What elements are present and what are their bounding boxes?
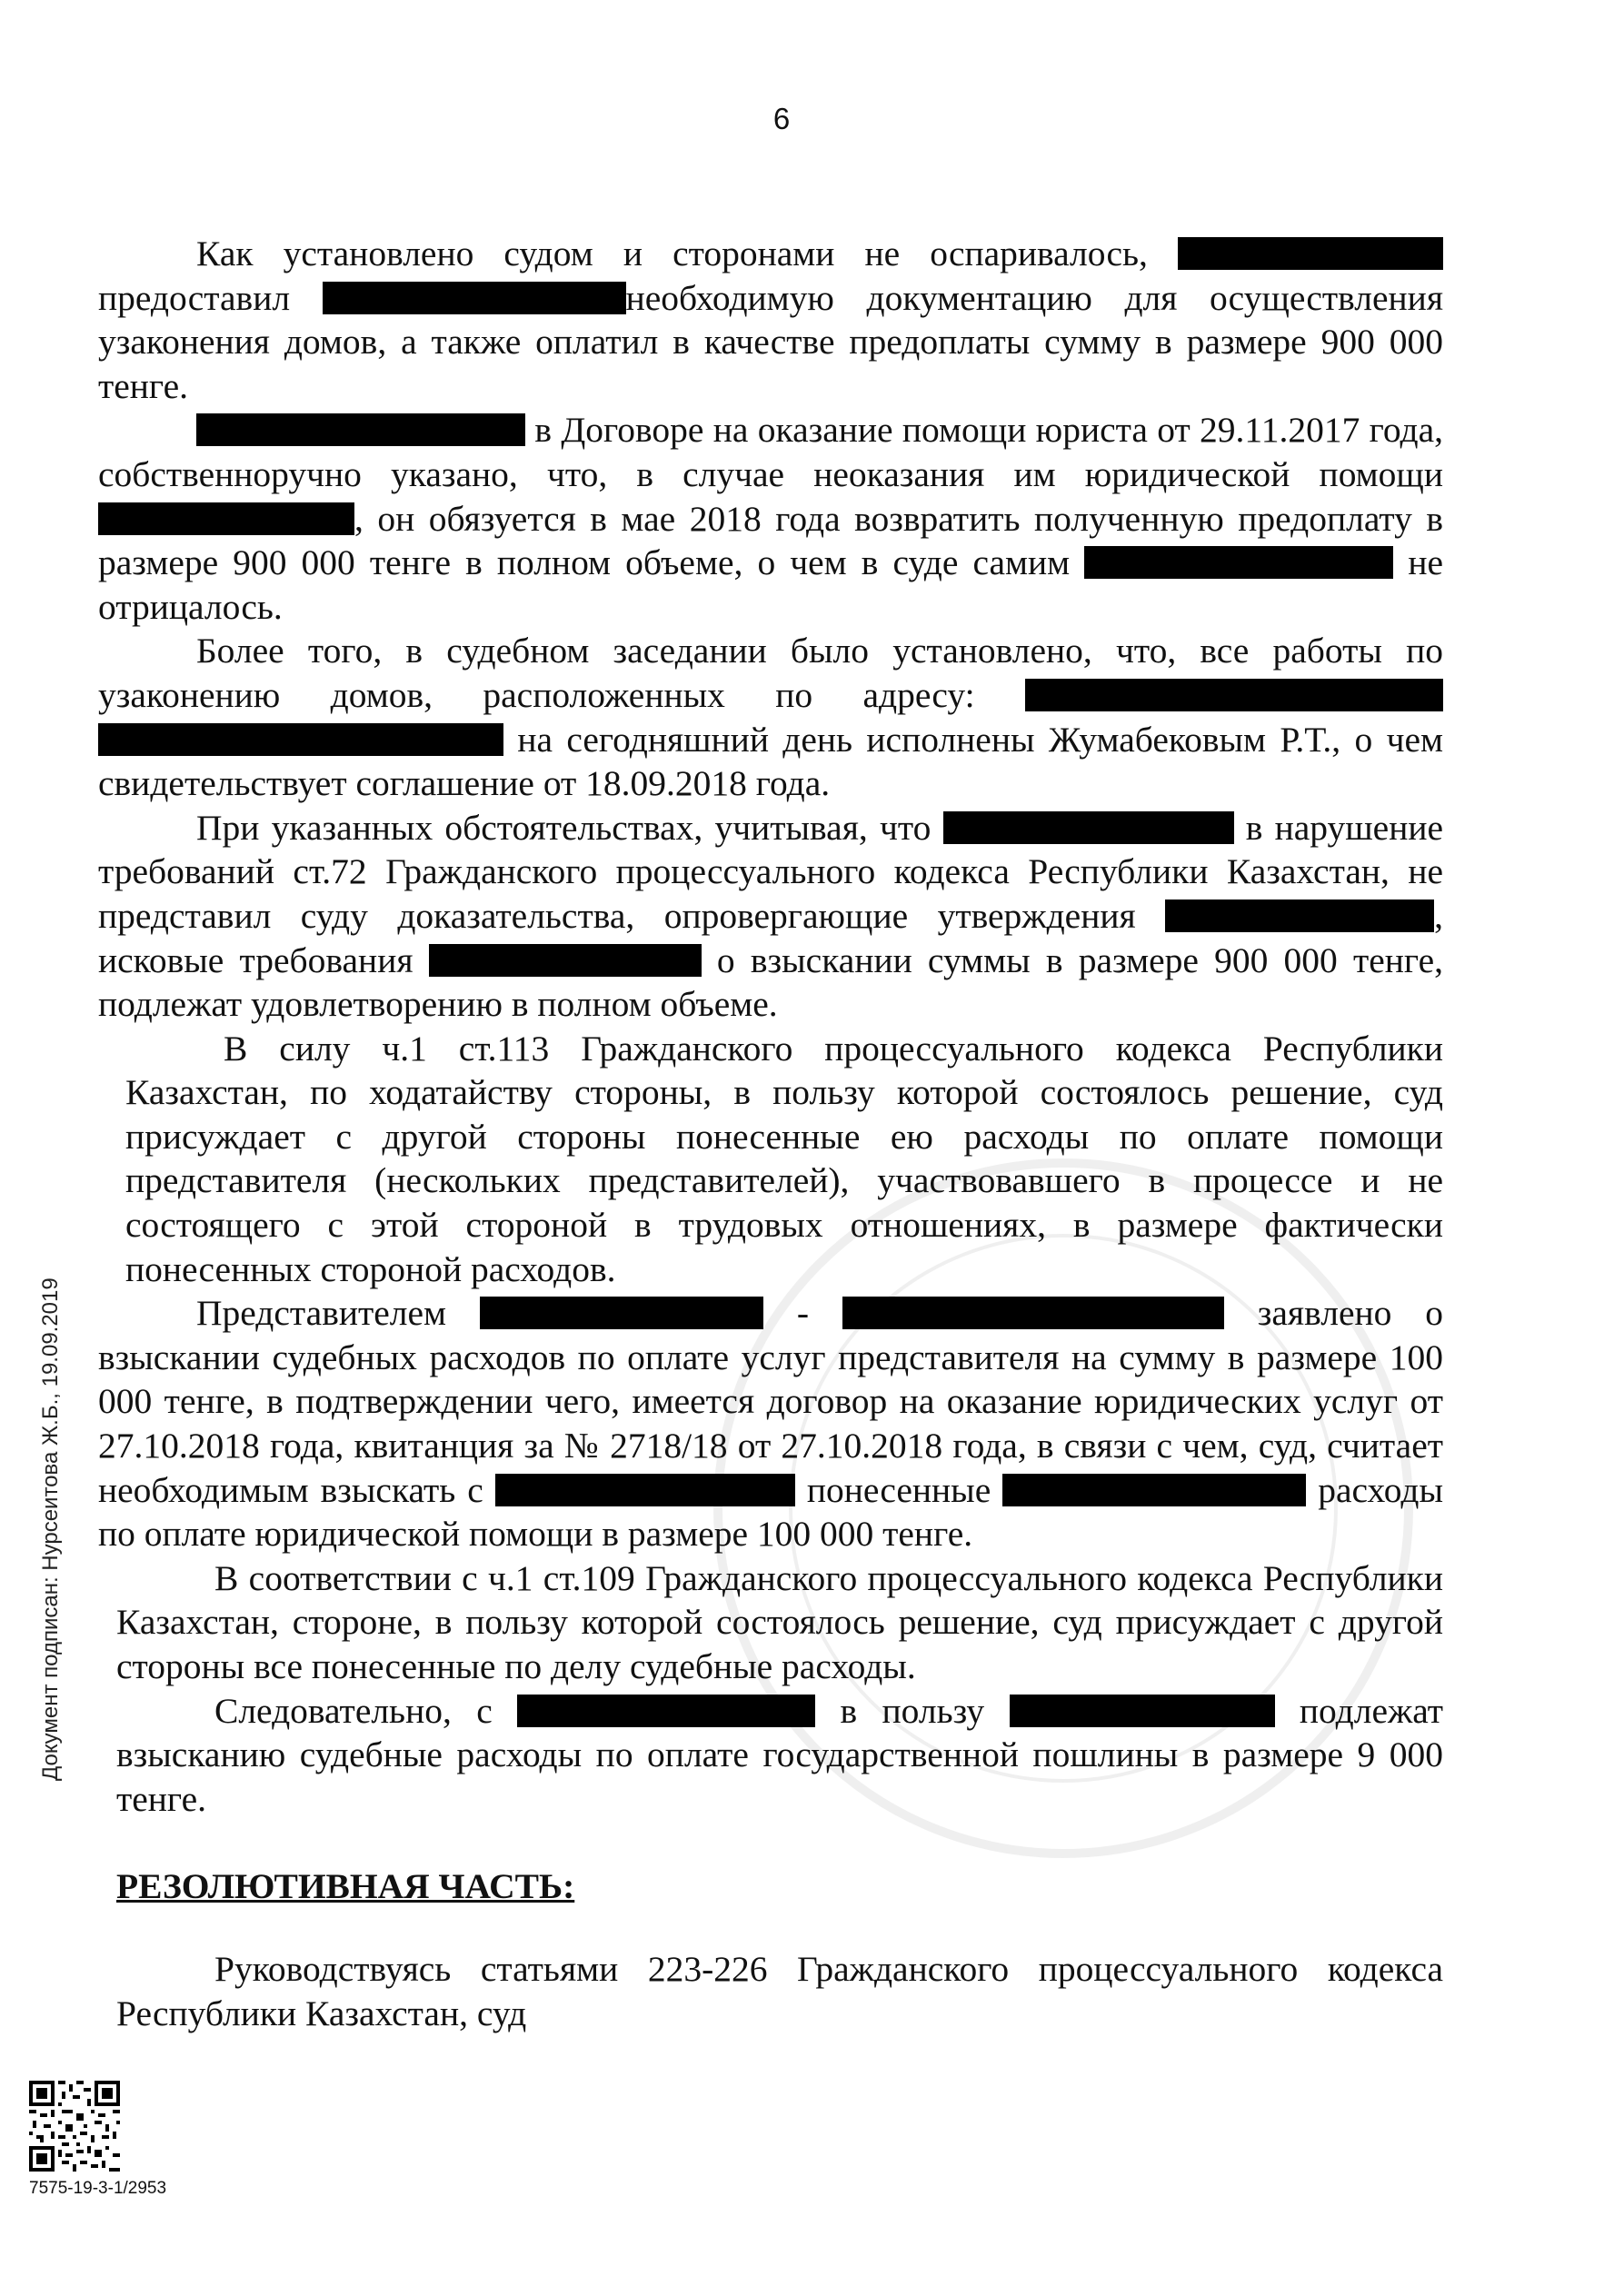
- paragraph-7: В соответствии с ч.1 ст.109 Гражданского процессуального кодекса Республики Казахстан, стороне, в пользу которой состоялось решение, суд присуждает с другой стороны все понесенные по делу судебные расходы.: [116, 1557, 1443, 1686]
- closing-paragraph: Руководствуясь статьями 223-226 Гражданского процессуального кодекса Республики Казахстан, суд: [116, 1948, 1443, 2033]
- redaction-block: [98, 723, 503, 756]
- paragraph-8-text-a: Следовательно, с: [214, 1690, 493, 1731]
- redaction-block: [1010, 1695, 1275, 1727]
- paragraph-6: [98, 1291, 1443, 1556]
- paragraph-2-text-b: , он обязуется в мае 2018 года возвратить полученную предоплату в размере 900 000 тенге в полном объеме, о чем в суде самим: [98, 498, 1443, 583]
- paragraph-1-text-a: Как установлено судом и сторонами не оспаривалось,: [196, 234, 1148, 273]
- paragraph-2-text-c: не отрицалось.: [98, 542, 1444, 627]
- paragraph-3: [98, 629, 1443, 805]
- paragraph-1-text-b: предоставил: [98, 277, 291, 318]
- paragraph-6-text-e: расходы по оплате юридической помощи в размере 100 000 тенге.: [98, 1469, 1444, 1555]
- qr-code-icon: [29, 2081, 120, 2172]
- paragraph-5: В силу ч.1 ст.113 Гражданского процессуального кодекса Республики Казахстан, по ходатайству стороны, в пользу которой состоялось решение, суд присуждает с другой стороны понесенные ею расходы по оплате помощи представителя (нескольких представителей), участвовавшего в процессе и не состоящего с этой стороной в трудовых отношениях, в размере фактически понесенных стороной расходов.: [125, 1028, 1443, 1289]
- paragraph-8-text-b: в пользу: [840, 1690, 985, 1731]
- paragraph-1: [98, 232, 1443, 408]
- paragraph-8-text-c: подлежат взысканию судебные расходы по оплате государственной пошлины в размере 9 000 тенге.: [116, 1690, 1444, 1819]
- redaction-block: [495, 1474, 795, 1506]
- redaction-block: [196, 413, 525, 446]
- paragraph-1-text-c: необходимую документацию для осуществления узаконения домов, а также оплатил в качестве предоплаты сумму в размере 900 000 тенге.: [98, 277, 1443, 406]
- redaction-block: [517, 1695, 815, 1727]
- paragraph-2: [98, 408, 1443, 629]
- redaction-block: [323, 282, 626, 314]
- redaction-block: [1025, 679, 1443, 711]
- paragraph-4-text-b: в нарушение требований ст.72 Гражданского процессуального кодекса Республики Казахстан, не представил суду доказательства, опровергающие утверждения: [98, 807, 1444, 936]
- page-number: 6: [772, 102, 791, 135]
- document-body: [98, 232, 1443, 2035]
- redaction-block: [1165, 900, 1434, 932]
- paragraph-6-text-d: понесенные: [806, 1469, 991, 1510]
- case-number: 7575-19-3-1/2953: [29, 2179, 167, 2198]
- paragraph-4-text-a: При указанных обстоятельствах, учитывая, что: [196, 807, 932, 848]
- paragraph-3-text-b: на сегодняшний день исполнены Жумабековым Р.Т., о чем свидетельствует соглашение от 18.09.2018 года.: [98, 719, 1443, 804]
- redaction-block: [1002, 1474, 1306, 1506]
- redaction-block: [98, 502, 354, 535]
- redaction-block: [842, 1297, 1224, 1329]
- paragraph-6-text-a: Представителем: [196, 1293, 447, 1334]
- paragraph-4-text-c: , исковые требования: [98, 895, 1443, 980]
- paragraph-6-text-b: -: [796, 1293, 809, 1334]
- paragraph-4-text-d: о взыскании суммы в размере 900 000 тенге, подлежат удовлетворению в полном объеме.: [98, 939, 1444, 1025]
- signature-note: Документ подписан: Нурсеитова Ж.Б., 19.09.2019: [38, 1277, 63, 1781]
- paragraph-6-text-c: заявлено о взыскании судебных расходов по оплате услуг представителя на сумму в размере 100 000 тенге, в подтверждении чего, имеется договор на оказание юридических услуг от 27.10.2018 года, квитанция за № 2718/18 от 27.10.2018 года, в связи с чем, суд, считает необходимым взыскать с: [98, 1293, 1444, 1510]
- redaction-block: [1178, 237, 1443, 270]
- redaction-block: [429, 944, 702, 977]
- redaction-block: [1084, 546, 1393, 579]
- paragraph-2-text-a: в Договоре на оказание помощи юриста от 29.11.2017 года, собственноручно указано, что, в случае неоказания им юридической помощи: [98, 410, 1444, 494]
- redaction-block: [943, 811, 1234, 844]
- paragraph-8: [116, 1689, 1443, 1822]
- redaction-block: [480, 1297, 763, 1329]
- section-heading: РЕЗОЛЮТИВНАЯ ЧАСТЬ:: [116, 1866, 575, 1907]
- paragraph-4: [98, 806, 1443, 1027]
- paragraph-3-text-a: Более того, в судебном заседании было установлено, что, все работы по узаконению домов, расположенных по адресу:: [98, 631, 1443, 715]
